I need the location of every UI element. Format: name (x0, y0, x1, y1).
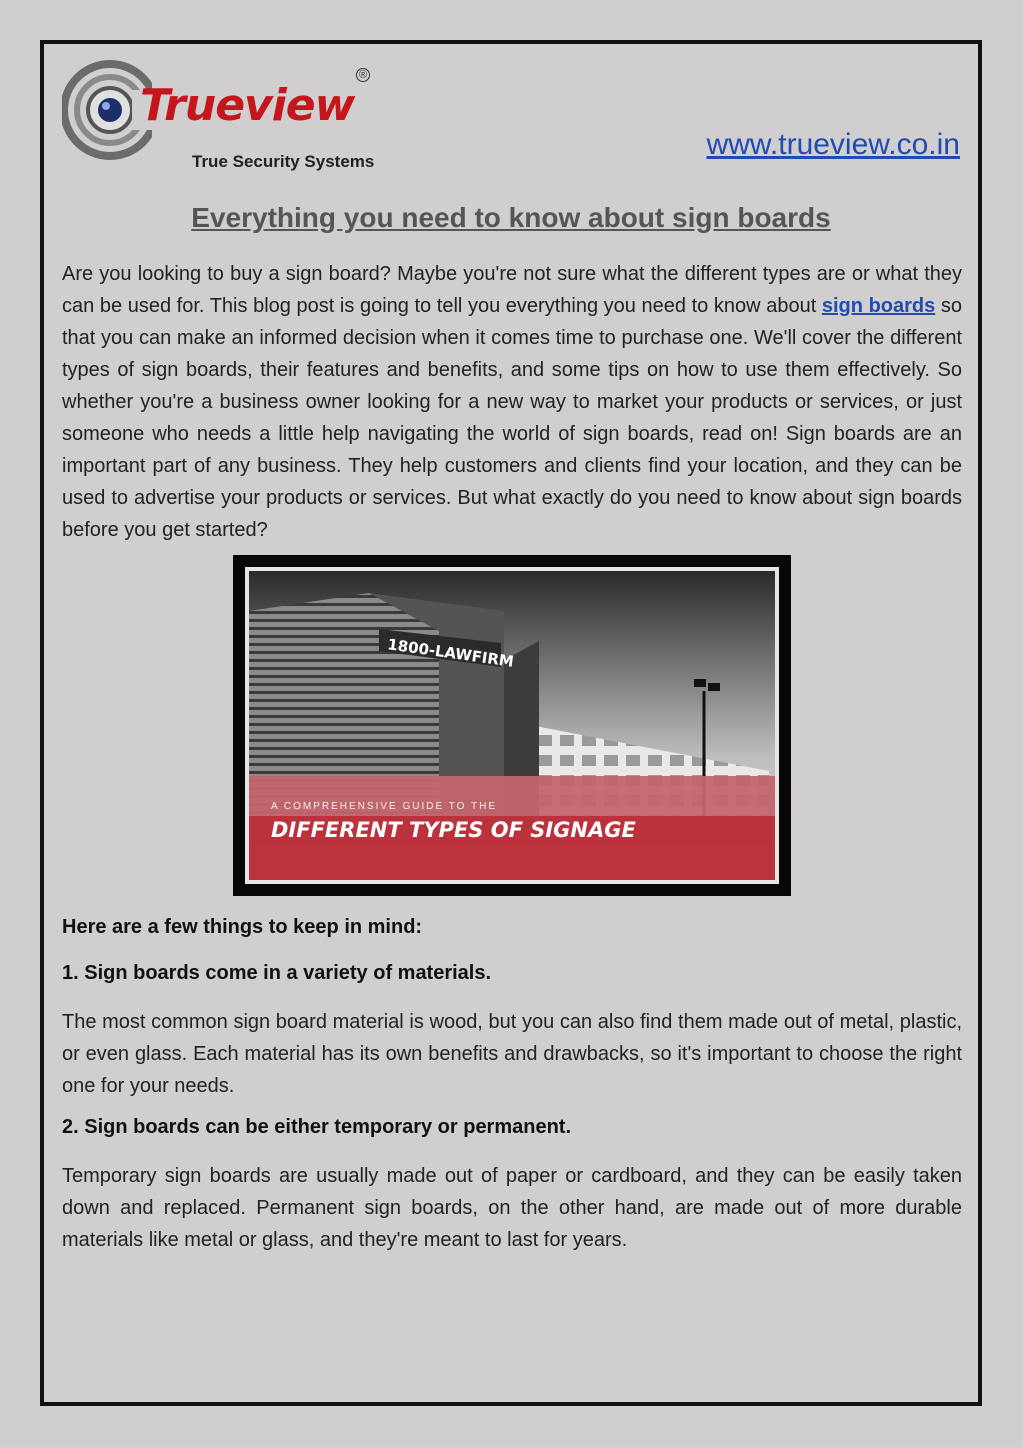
article-title: Everything you need to know about sign boards (191, 202, 831, 233)
point-2-heading: 2. Sign boards can be either temporary or permanent. (62, 1116, 572, 1138)
point-1-body: The most common sign board material is wood, but you can also find them made out of metal, plastic, or even glass. Each material has its own benefits and drawbacks, so it's important to choose the right one for your needs. (62, 1011, 962, 1097)
keep-in-mind-heading: Here are a few things to keep in mind: (62, 916, 423, 938)
website-link[interactable]: www.trueview.co.in (706, 128, 960, 161)
page-frame (40, 40, 982, 1406)
intro-text-start: Are you looking to buy a sign board? Maybe you're not sure what the different types are or what they can be used for. This blog post is going to tell you everything you need to know about (62, 263, 962, 317)
building-photo (249, 571, 775, 880)
intro-text-end: so that you can make an informed decision when it comes time to purchase one. We'll cover the different types of sign boards, their features and benefits, and some tips on how to use them effectively. So whether you're a business owner looking for a new way to market your products or services, or just someone who needs a little help navigating the world of sign boards, read on! Sign boards are an important part of any business. They help customers and clients find your location, and they can be used to advertise your products or services. But what exactly do you need to know about sign boards before you get started? (62, 295, 962, 541)
registered-mark: ® (356, 68, 370, 82)
logo-wordmark: Trueview (140, 80, 355, 131)
trueview-logo[interactable] (62, 60, 375, 171)
point-1-heading: 1. Sign boards come in a variety of materials. (62, 962, 492, 984)
camera-lens-icon (62, 60, 152, 160)
point-2-body: Temporary sign boards are usually made out of paper or cardboard, and they can be easily taken down and replaced. Permanent sign boards, on the other hand, are made out of more durable materials like metal or glass, and they're meant to last for years. (62, 1165, 962, 1251)
logo-tagline: True Security Systems (192, 152, 375, 171)
building-sign-text: 1800-LAWFIRM (386, 635, 515, 671)
intro-paragraph (62, 258, 962, 546)
image-inner-frame (245, 567, 779, 884)
image-caption-small: A COMPREHENSIVE GUIDE TO THE (271, 801, 498, 812)
image-caption-title: DIFFERENT TYPES OF SIGNAGE (271, 818, 636, 842)
signage-guide-image (233, 555, 791, 896)
sign-boards-link[interactable]: sign boards (821, 295, 936, 317)
